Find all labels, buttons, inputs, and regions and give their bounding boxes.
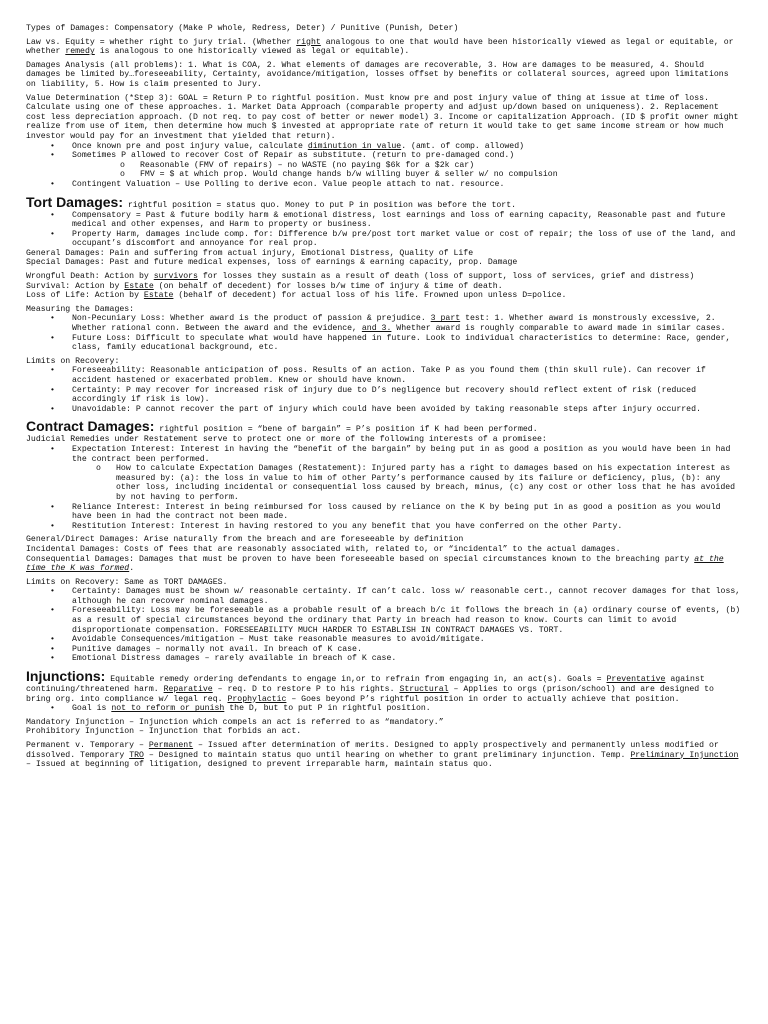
document [26, 24, 742, 770]
contract-limits-bullets [26, 587, 742, 664]
measuring-damages-heading: Measuring the Damages: [26, 304, 135, 314]
special-damages: Special Damages: Past and future medical expenses, loss of earnings & earning capacity, prop. Damage [26, 258, 518, 268]
list-item: • Certainty: P may recover for increased risk of injury due to D’s negligence but recovery should reflect extent of risk (reduced accordingly if risk is low). [50, 385, 696, 405]
injunction-bullets [26, 704, 742, 714]
prohibitory-injunction: Prohibitory Injunction – Injunction that forbids an act. [26, 727, 302, 737]
tort-bullets [26, 211, 742, 249]
contract-limits-heading: Limits on Recovery: Same as TORT DAMAGES. [26, 577, 228, 587]
law-vs-equity: Law vs. Equity = whether right to jury trial. (Whether right analogous to one that would have been historically viewed as legal or equitable, or whether remedy is analogous to one historically viewed as legal or equitable). [26, 37, 734, 57]
survival: Survival: Action by Estate (on behalf of decedent) for losses b/w time of injury & time of death. [26, 281, 503, 291]
list-item: o Reasonable (FMV of repairs) – no WASTE (no paying $6k for a $2k car) [120, 160, 475, 170]
list-item: • Future Loss: Difficult to speculate what would have happened in future. Look to individual characteristics to determine: Race, gender, class, family educational background, etc. [50, 333, 731, 353]
list-item: • Sometimes P allowed to recover Cost of Repair as substitute. (return to pre-damaged cond.) [50, 151, 515, 161]
general-damages: General Damages: Pain and suffering from actual injury, Emotional Distress, Quality of Life [26, 248, 474, 258]
tort-damages-heading: Tort Damages: rightful position = status quo. Money to put P in position was before the tort. [26, 193, 517, 210]
incidental-damages: Incidental Damages: Costs of fees that are reasonably associated with, related to, or “incidental” to the actual damages. [26, 544, 621, 554]
types-of-damages: Types of Damages: Compensatory (Make P whole, Redress, Deter) / Punitive (Punish, Deter) [26, 24, 459, 33]
general-direct-damages: General/Direct Damages: Arise naturally from the breach and are foreseeable by definition [26, 535, 464, 545]
list-item: • Foreseeability: Reasonable anticipation of poss. Results of an action. Take P as you found them (thin skull rule). Can recover if accident hastened or exacerbated problem. Knew or should have known. [50, 366, 706, 385]
list-item: • Property Harm, damages include comp. for: Difference b/w pre/post tort market value or cost of repair; the loss of use of the land, and occupant’s discomfort and annoyance for real prop. [50, 229, 736, 249]
list-item: • Compensatory = Past & future bodily harm & emotional distress, lost earnings and loss of earning capacity, Reasonable past and future medical and other expenses, and Harm to property or business. [50, 210, 726, 230]
list-item: • Once known pre and post injury value, calculate diminution in value. (amt. of comp. allowed) [50, 141, 525, 151]
list-item: • Non-Pecuniary Loss: Whether award is the product of passion & prejudice. 3 part test: 1. Whether award is monstrously excessive, 2. Whether rational conn. Between the award and the evidence, and 3. Whether award is roughly comparable to award made in similar cases. [50, 314, 726, 334]
value-bullets [26, 142, 742, 190]
limits-bullets [26, 366, 742, 414]
list-item: • Avoidable Consequences/mitigation – Must take reasonable measures to avoid/mitigate. [50, 635, 485, 645]
list-item: o FMV = $ at which prop. Would change hands b/w willing buyer & seller w/ no compulsion [120, 170, 558, 180]
list-item: • Unavoidable: P cannot recover the part of injury which could have been avoided by taking reasonable steps after injury occurred. [50, 404, 701, 414]
limits-heading: Limits on Recovery: [26, 356, 120, 366]
list-item: • Foreseeability: Loss may be foreseeable as a probable result of a breach b/c it follows the breach in (a) ordinary course of events, (b) as a result of special circumstances beyond the ordinary that Party in breach had reason to know. Courts can limit to avoid disproportionate compensation. FORESEEABILITY MUCH HARDER TO ESTABLISH IN CONTRACT DAMAGES VS. TORT. [50, 606, 741, 635]
injunctions-heading: Injunctions: Equitable remedy ordering defendants to engage in,or to refrain from engaging in, an act(s). Goals = Preventative against continuing/threatened harm. Reparative – req. D to restore P to his rights. Structural – Applies to orgs (prison/school) and are designed to bring org. into compliance w/ legal req. Prophylactic – Goes beyond P’s rightful position in order to actually achieve that position. [26, 668, 714, 704]
list-item: • Expectation Interest: Interest in having the “benefit of the bargain” by being put in as good a position as you would have been in had the contract been performed. [50, 444, 731, 464]
permanent-vs-temporary: Permanent v. Temporary – Permanent – Issued after determination of merits. Designed to apply prospectively and permanently unless modified or dissolved. Temporary TRO – Designed to maintain status quo until hearing on whether to grant preliminary injunction. Temp. Preliminary Injunction – Issued at beginning of litigation, designed to prevent irreparable harm, maintain status quo. [26, 741, 739, 770]
damages-analysis: Damages Analysis (all problems): 1. What is COA, 2. What elements of damages are recoverable, 3. How are damages to be measured, 4. Should damages be limited by…foreseeability, Certainty, avoidance/mitigation, losses offset by benefits or collateral sources, agreed upon limitations on liability, 5. How is claim presented to Jury. [26, 60, 729, 89]
list-item: • Restitution Interest: Interest in having restored to you any benefit that you have conferred on the other Party. [50, 521, 623, 531]
list-item: o How to calculate Expectation Damages (Restatement): Injured party has a right to damages based on his expectation interest as measured by: (a): the loss in value to him of other Party’s performance caused by its failure or deficiency, plus, (b): any other loss, including incidental or consequential loss caused by breach, minus, (c) any cost or other loss that he has avoided by not having to perform. [96, 464, 736, 502]
list-item: • Goal is not to reform or punish the D, but to put P in rightful position. [50, 704, 431, 714]
list-item: • Emotional Distress damages – rarely available in breach of K case. [50, 654, 397, 664]
list-item: • Contingent Valuation – Use Polling to derive econ. Value people attach to nat. resource. [50, 179, 505, 189]
wrongful-death: Wrongful Death: Action by survivors for losses they sustain as a result of death (loss of support, loss of services, grief and distress) [26, 272, 695, 282]
measuring-bullets [26, 314, 742, 352]
value-determination: Value Determination (*Step 3): GOAL = Return P to rightful position. Must know pre and post injury value of thing at issue at time of loss. Calculate using one of these approaches. 1. Market Data Approach (comparable property and adjust up/down based on uniqueness). 2. Replacement cost less depreciation approach. (D not req. to pay cost of better or newer model) 3. Income or capitalization Approach. (ID $ profit owner might realize from use of item, then determine how much $ invested at appropriate rate of return it would take to get same income stream or how much investor would pay for an investment that yielded that return). [26, 93, 739, 141]
list-item: • Certainty: Damages must be shown w/ reasonable certainty. If can’t calc. loss w/ reasonable cert., cannot recover damages for that loss, although he can recover nominal damages. [50, 587, 741, 606]
list-item: • Punitive damages – normally not avail. In breach of K case. [50, 644, 362, 654]
loss-of-life: Loss of Life: Action by Estate (behalf of decedent) for actual loss of his life. Frowned upon unless D=police. [26, 291, 567, 301]
consequential-damages: Consequential Damages: Damages that must be proven to have been foreseeable based on special circumstances known to the breaching party at the time the K was formed. [26, 554, 724, 574]
contract-bullets [26, 445, 742, 531]
judicial-remedies: Judicial Remedies under Restatement serve to protect one or more of the following interests of a promisee: [26, 435, 547, 445]
contract-damages-heading: Contract Damages: rightful position = “bene of bargain” = P’s position if K had been performed. [26, 418, 538, 435]
mandatory-injunction: Mandatory Injunction – Injunction which compels an act is referred to as “mandatory.” [26, 717, 444, 727]
list-item: • Reliance Interest: Interest in being reimbursed for loss caused by reliance on the K by being put in as good a position as you would have been in had the contract not been made. [50, 502, 721, 522]
